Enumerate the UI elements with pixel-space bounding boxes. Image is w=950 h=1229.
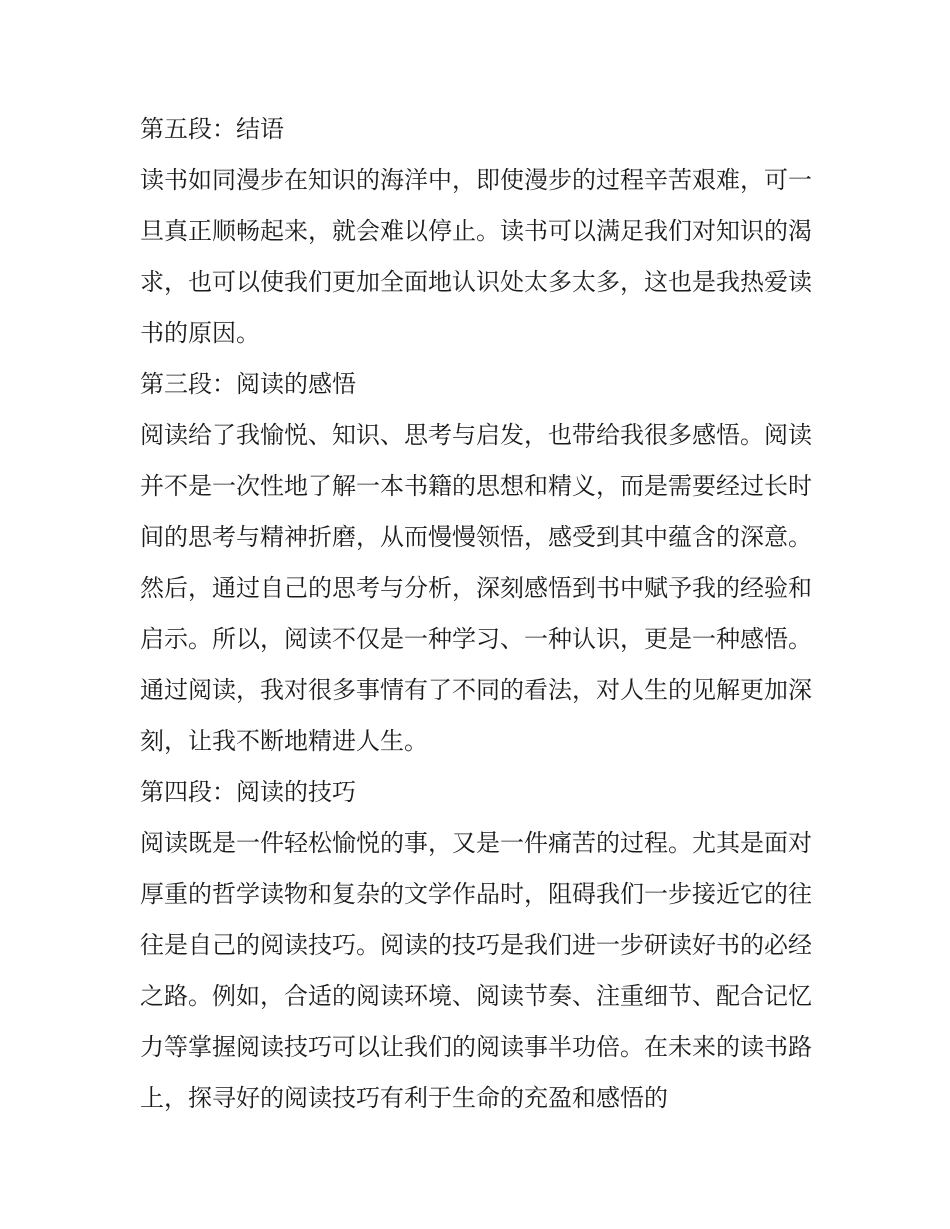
- section-heading-reading-skills: 第四段：阅读的技巧: [140, 778, 356, 806]
- section-paragraph-conclusion: 读书如同漫步在知识的海洋中，即使漫步的过程辛苦艰难，可一旦真正顺畅起来，就会难以停止。读书可以满足我们对知识的渴求，也可以使我们更加全面地认识处太多太多，这也是我热爱读书的原因。: [140, 166, 812, 347]
- section-heading-conclusion: 第五段：结语: [140, 115, 284, 143]
- document-body: [140, 104, 812, 1124]
- section-paragraph-reading-skills: 阅读既是一件轻松愉悦的事，又是一件痛苦的过程。尤其是面对厚重的哲学读物和复杂的文学作品时，阻碍我们一步接近它的往往是自己的阅读技巧。阅读的技巧是我们进一步研读好书的必经之路。例如，合适的阅读环境、阅读节奏、注重细节、配合记忆力等掌握阅读技巧可以让我们的阅读事半功倍。在未来的读书路上，探寻好的阅读技巧有利于生命的充盈和感悟的: [140, 829, 812, 1112]
- section-heading-reading-insight: 第三段：阅读的感悟: [140, 370, 356, 398]
- section-paragraph-reading-insight: 阅读给了我愉悦、知识、思考与启发，也带给我很多感悟。阅读并不是一次性地了解一本书籍的思想和精义，而是需要经过长时间的思考与精神折磨，从而慢慢领悟，感受到其中蕴含的深意。然后，通过自己的思考与分析，深刻感悟到书中赋予我的经验和启示。所以，阅读不仅是一种学习、一种认识，更是一种感悟。通过阅读，我对很多事情有了不同的看法，对人生的见解更加深刻，让我不断地精进人生。: [140, 421, 812, 755]
